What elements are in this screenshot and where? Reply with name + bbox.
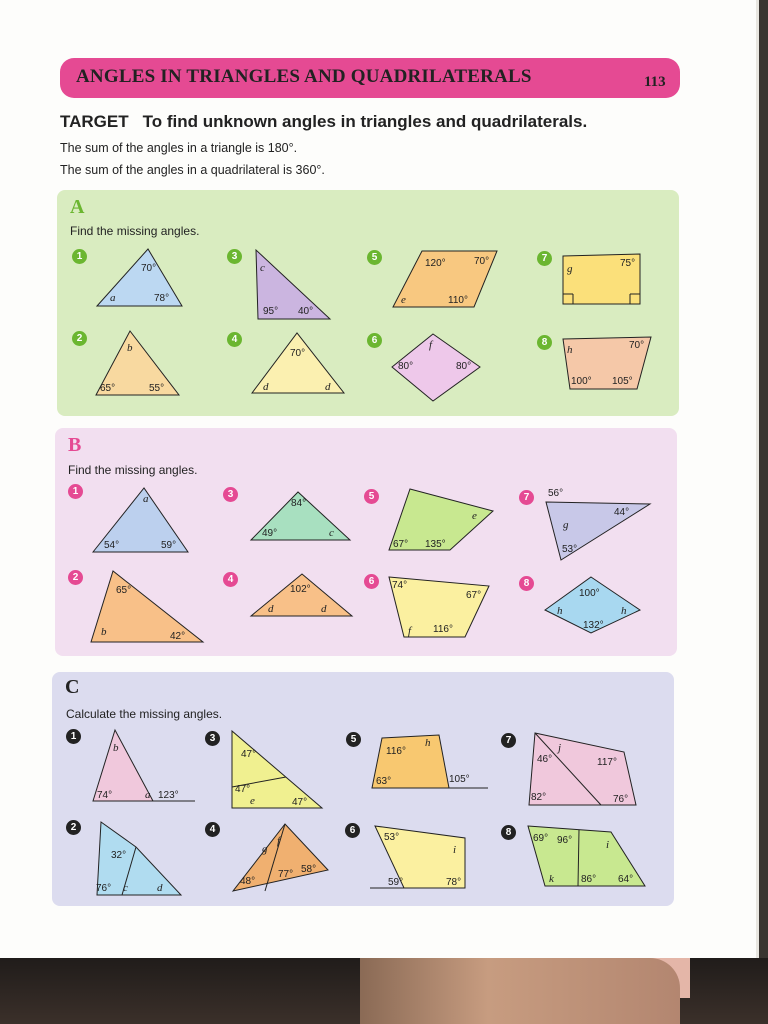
triangle-c3 [232,731,322,808]
angle-label: 86° [581,874,597,885]
angle-label: 78° [446,877,462,888]
angle-label: f [277,835,281,847]
exercise-number: 6 [364,574,379,589]
angle-label: e [401,294,406,306]
exercise-number: 5 [346,732,361,747]
angle-label: 42° [170,631,186,642]
page-number: 113 [644,74,666,90]
fact-quadrilateral: The sum of the angles in a quadrilateral is 360°. [60,163,325,177]
angle-label: b [113,742,119,754]
angle-label: f [408,625,412,637]
angle-label: 70° [290,348,306,359]
angle-label: h [621,605,627,617]
angle-label: 70° [141,263,157,274]
angle-label: c [123,882,128,894]
angle-label: 100° [571,376,592,387]
angle-label: 95° [263,306,279,317]
angle-label: 65° [100,383,116,394]
exercise-number: 8 [537,335,552,350]
angle-label: 74° [392,580,408,591]
angle-label: 82° [531,792,547,803]
fact-triangle: The sum of the angles in a triangle is 180°. [60,141,298,155]
angle-label: h [557,605,563,617]
angle-label: 75° [620,258,636,269]
angle-label: 54° [104,540,120,551]
angle-label: 69° [533,833,549,844]
angle-label: 64° [618,874,634,885]
angle-label: i [606,839,610,851]
angle-label: 123° [158,790,179,801]
angle-label: 110° [448,295,468,306]
angle-label: 46° [537,754,553,765]
exercise-number: 4 [227,332,242,347]
angle-label: 40° [298,306,314,317]
angle-label: 117° [597,757,617,768]
exercise-number: 8 [519,576,534,591]
triangle-b2 [91,571,203,642]
angle-label: 32° [111,850,127,861]
angle-label: h [425,737,431,749]
exercise-number: 1 [72,249,87,264]
angle-label: g [262,843,268,855]
angle-label: 77° [278,869,294,880]
angle-label: d [325,381,331,393]
section-c-instruction: Calculate the missing angles. [66,707,223,721]
section-a-instruction: Find the missing angles. [70,224,200,238]
angle-label: 55° [149,383,165,394]
exercise-number: 1 [66,729,81,744]
angle-label: 48° [240,876,256,887]
angle-label: 80° [398,361,414,372]
angle-label: 67° [393,539,409,550]
angle-label: d [157,882,163,894]
angle-label: j [558,742,562,754]
exercise-number: 3 [205,731,220,746]
angle-label: 80° [456,361,472,372]
angle-label: b [101,626,107,638]
angle-label: 47° [241,749,257,760]
exercise-number: 1 [68,484,83,499]
target-label: TARGET [60,112,129,131]
angle-label: a [143,493,149,505]
angle-label: 116° [433,624,453,635]
angle-label: 96° [557,835,573,846]
angle-label: e [250,795,255,807]
page-title: ANGLES IN TRIANGLES AND QUADRILATERALS [76,66,532,87]
exercise-number: 4 [223,572,238,587]
angle-label: 49° [262,528,278,539]
exercise-number: 5 [364,489,379,504]
exercise-number: 6 [367,333,382,348]
angle-label: 105° [449,774,470,785]
section-a-letter: A [70,196,85,218]
target-text: To find unknown angles in triangles and quadrilaterals. [142,112,588,131]
angle-label: k [549,873,554,885]
exercise-number: 4 [205,822,220,837]
angle-label: 84° [291,498,307,509]
angle-label: 74° [97,790,113,801]
angle-label: 78° [154,293,170,304]
angle-label: 102° [290,584,311,595]
angle-label: c [260,262,265,274]
exercise-number: 5 [367,250,382,265]
section-c-letter: C [65,676,80,698]
angle-label: d [263,381,269,393]
angle-label: a [110,292,116,304]
exercise-number: 2 [72,331,87,346]
angle-label: b [127,342,133,354]
angle-label: 135° [425,539,446,550]
angle-label: 47° [235,784,251,795]
angle-label: d [321,603,327,615]
exercise-number: 3 [227,249,242,264]
exercise-number: 7 [501,733,516,748]
angle-label: i [453,844,457,856]
angle-label: 100° [579,588,600,599]
section-b-letter: B [68,434,82,456]
angle-label: a [145,789,151,801]
angle-label: h [567,344,573,356]
angle-label: 63° [376,776,392,787]
angle-label: 59° [388,877,404,888]
angle-label: 53° [562,544,578,555]
angle-label: 53° [384,832,400,843]
holding-thumb [360,958,680,1024]
angle-label: 76° [96,883,112,894]
exercise-number: 3 [223,487,238,502]
exercise-number: 7 [537,251,552,266]
exercise-number: 8 [501,825,516,840]
angle-label: 44° [614,507,630,518]
angle-label: 67° [466,590,482,601]
angle-label: 76° [613,794,629,805]
angle-label: 70° [474,256,490,267]
angle-label: 116° [386,746,406,757]
angle-label: c [329,527,334,539]
exercise-number: 2 [68,570,83,585]
angle-label: d [268,603,274,615]
section-b-instruction: Find the missing angles. [68,463,198,477]
exercise-number: 2 [66,820,81,835]
angle-label: 105° [612,376,633,387]
angle-label: 47° [292,797,308,808]
triangle-b4 [251,574,352,616]
angle-label: 65° [116,585,132,596]
exercise-number: 7 [519,490,534,505]
angle-label: f [429,339,433,351]
angle-label: 59° [161,540,177,551]
angle-label: 120° [425,258,446,269]
angle-label: g [567,263,573,275]
angle-label: 58° [301,864,317,875]
angle-label: 56° [548,488,564,499]
angle-label: 70° [629,340,645,351]
angle-label: e [472,510,477,522]
angle-label: 132° [583,620,604,631]
angle-label: g [563,519,569,531]
exercise-number: 6 [345,823,360,838]
